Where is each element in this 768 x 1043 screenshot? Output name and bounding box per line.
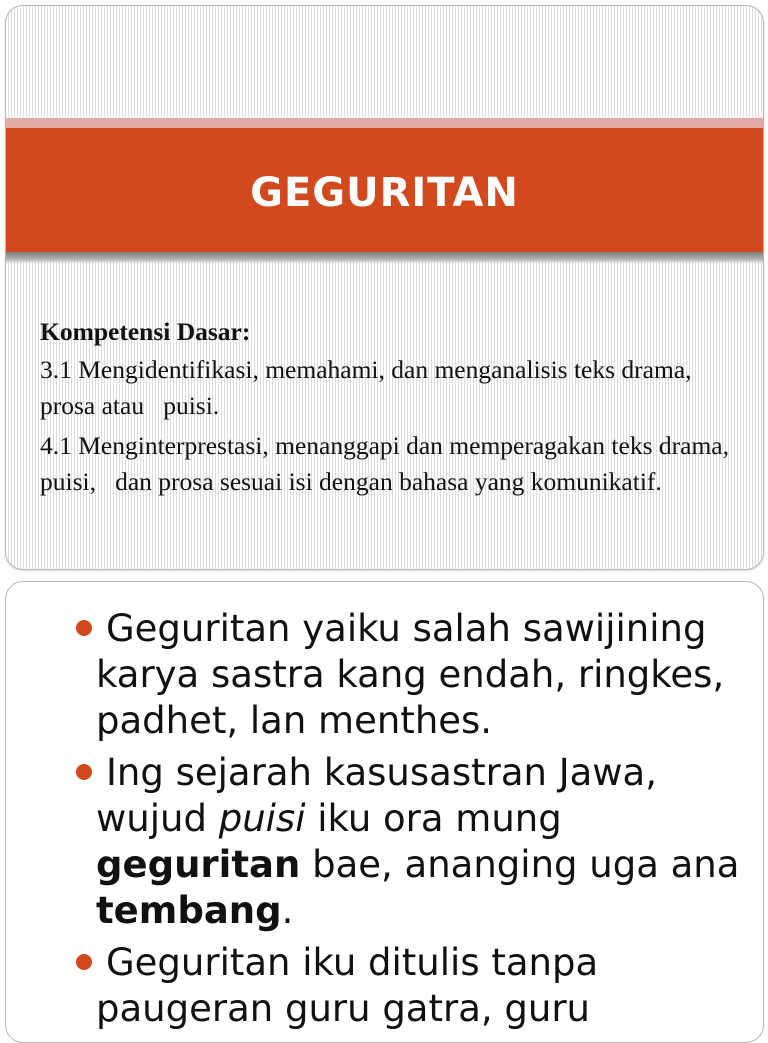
list-item [96, 940, 746, 1032]
bullet-text: Geguritan yaiku salah sawijining karya sastra kang endah, ringkes, padhet, lan menthes. [96, 607, 725, 742]
bullet-dot-icon [76, 954, 92, 970]
kd-item-4-1: 4.1 Menginterprestasi, menanggapi dan memperagakan teks drama, puisi, dan prosa sesuai isi dengan bahasa yang komunikatif. [40, 431, 736, 496]
bullet-list [96, 606, 746, 1038]
bullet-text-part: bae, ananging uga ana [300, 843, 740, 886]
bullet-text: Geguritan iku ditulis tanpa paugeran guru gatra, guru [96, 941, 599, 1030]
title-accent-stripe [6, 118, 763, 128]
kompetensi-dasar-block [40, 314, 740, 504]
slide-title: GEGURITAN [250, 170, 519, 216]
bullet-bold-term: tembang [96, 889, 282, 932]
list-item [96, 750, 746, 934]
bullet-bold-term: geguritan [96, 843, 301, 886]
kd-item-3-1: 3.1 Mengidentifikasi, memahami, dan menganalisis teks drama, prosa atau puisi. [40, 355, 698, 420]
bullet-text-part: iku ora mung [305, 797, 562, 840]
slide-1 [5, 5, 764, 570]
bullet-dot-icon [76, 620, 92, 636]
bullet-italic-term: puisi [218, 797, 306, 840]
list-item [96, 606, 746, 744]
bullet-dot-icon [76, 764, 92, 780]
bullet-text-part: Ing sejarah kasusastran Jawa, wujud [96, 751, 657, 840]
kompetensi-heading: Kompetensi Dasar: [40, 317, 251, 346]
title-band [6, 128, 763, 252]
slide-2 [5, 581, 764, 1043]
title-band-shadow [6, 252, 763, 264]
bullet-text-part: . [281, 889, 294, 932]
